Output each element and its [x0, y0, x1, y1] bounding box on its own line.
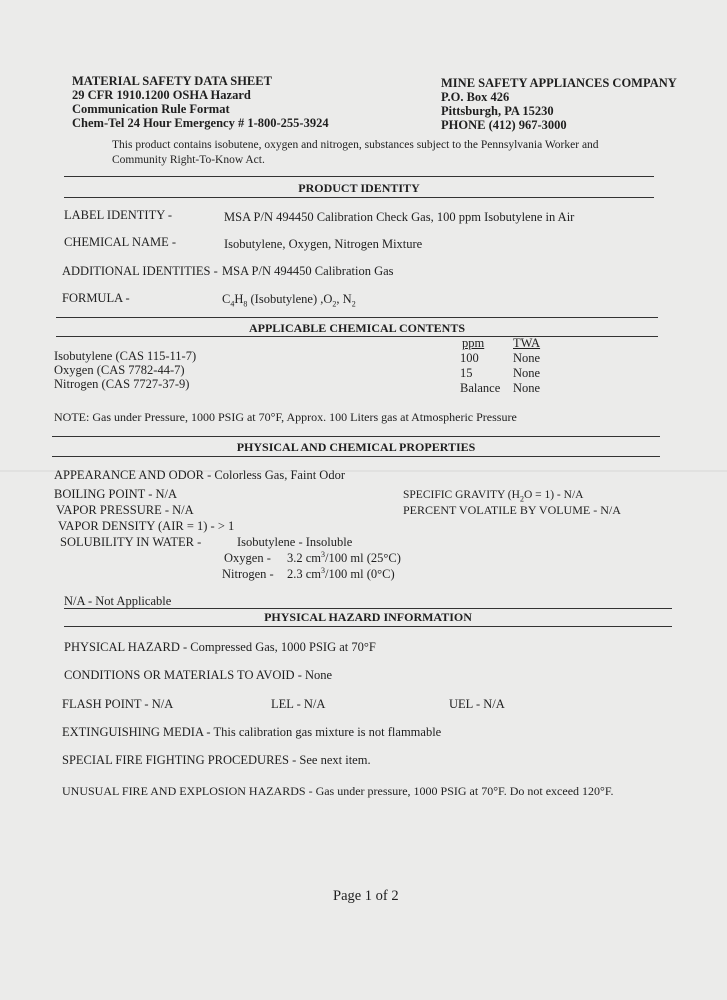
- intro-line: This product contains isobutene, oxygen and nitrogen, substances subject to the Pennsylvania Worker and: [112, 139, 599, 151]
- na-note: N/A - Not Applicable: [64, 594, 172, 608]
- specific-gravity: SPECIFIC GRAVITY $(H_2O = 1) - N/A$: [403, 489, 584, 504]
- rule: [64, 176, 654, 177]
- company-city: Pittsburgh, PA 15230: [441, 104, 554, 118]
- oxygen-solubility: 3.2 $cm^3/100$ ml (25°C): [287, 549, 401, 565]
- header-left-line: MATERIAL SAFETY DATA SHEET: [72, 74, 272, 88]
- header-left-line: 29 CFR 1910.1200 OSHA Hazard: [72, 88, 251, 102]
- chem-row-name: Isobutylene (CAS 115-11-7): [54, 349, 197, 363]
- header-right: [441, 76, 677, 132]
- chem-row-twa: None: [513, 366, 541, 380]
- uel: UEL - N/A: [449, 697, 505, 711]
- pressure-note: NOTE: Gas under Pressure, 1000 PSIG at 70°F, Approx. 100 Liters gas at Atmospheric Pressure: [54, 410, 517, 424]
- header-left-line: Chem-Tel 24 Hour Emergency # 1-800-255-3924: [72, 116, 329, 130]
- label-identity-value: MSA P/N 494450 Calibration Check Gas, 100 ppm Isobutylene in Air: [224, 210, 575, 224]
- chemical-name-label: CHEMICAL NAME -: [64, 235, 177, 249]
- rule: [64, 626, 672, 627]
- company-phone: PHONE (412) 967-3000: [441, 118, 567, 132]
- formula-label: FORMULA -: [62, 291, 130, 305]
- extinguishing-media: EXTINGUISHING MEDIA - This calibration gas mixture is not flammable: [62, 725, 442, 739]
- intro-text: [112, 138, 599, 168]
- header-left: [72, 74, 329, 130]
- rule: [64, 608, 672, 609]
- vapor-density: VAPOR DENSITY (AIR = 1) - > 1: [58, 519, 235, 533]
- rule: [52, 436, 660, 437]
- column-ppm: ppm: [462, 336, 485, 350]
- boiling-point: BOILING POINT - N/A: [54, 487, 178, 501]
- header-left-line: Communication Rule Format: [72, 102, 230, 116]
- physical-hazard: PHYSICAL HAZARD - Compressed Gas, 1000 PSIG at 70°F: [64, 640, 376, 654]
- additional-identities-label: ADDITIONAL IDENTITIES -: [62, 264, 218, 278]
- rule: [52, 456, 660, 457]
- chem-row-name: Oxygen (CAS 7782-44-7): [54, 363, 185, 377]
- section-title-product-identity: PRODUCT IDENTITY: [298, 181, 420, 195]
- chem-row-ppm: Balance: [460, 381, 501, 395]
- intro-line: Community Right-To-Know Act.: [112, 154, 265, 166]
- page-number: Page 1 of 2: [333, 888, 399, 904]
- rule: [56, 317, 658, 318]
- chem-row-twa: None: [513, 351, 541, 365]
- rule: [64, 197, 654, 198]
- oxygen-label: Oxygen -: [224, 551, 271, 565]
- lel: LEL - N/A: [271, 697, 326, 711]
- column-twa: TWA: [513, 336, 541, 350]
- conditions-to-avoid: CONDITIONS OR MATERIALS TO AVOID - None: [64, 668, 333, 682]
- rule: [56, 336, 658, 337]
- special-fire-fighting: SPECIAL FIRE FIGHTING PROCEDURES - See next item.: [62, 753, 371, 767]
- label-identity-label: LABEL IDENTITY -: [64, 208, 173, 222]
- nitrogen-solubility: 2.3 $cm^3/100$ ml (0°C): [287, 565, 395, 581]
- solubility-isobutylene: Isobutylene - Insoluble: [237, 535, 353, 549]
- chem-row-name: Nitrogen (CAS 7727-37-9): [54, 377, 190, 391]
- section-title-physical-hazard: PHYSICAL HAZARD INFORMATION: [264, 610, 472, 624]
- chem-row-ppm: 100: [460, 351, 479, 365]
- flash-point: FLASH POINT - N/A: [62, 697, 174, 711]
- percent-volatile: PERCENT VOLATILE BY VOLUME - N/A: [403, 503, 621, 517]
- vapor-pressure: VAPOR PRESSURE - N/A: [56, 503, 194, 517]
- solubility-label: SOLUBILITY IN WATER -: [60, 535, 202, 549]
- section-title-physical-chemical: PHYSICAL AND CHEMICAL PROPERTIES: [236, 440, 476, 454]
- chemical-name-value: Isobutylene, Oxygen, Nitrogen Mixture: [224, 237, 423, 251]
- chem-row-twa: None: [513, 381, 541, 395]
- additional-identities-value: MSA P/N 494450 Calibration Gas: [222, 264, 394, 278]
- formula-value: $C_4H_8$ (Isobutylene) $,O_2$, $N_2$: [222, 292, 356, 309]
- unusual-hazards: UNUSUAL FIRE AND EXPLOSION HAZARDS - Gas under pressure, 1000 PSIG at 70°F. Do not exceed 120°F.: [62, 784, 614, 798]
- company-po-box: P.O. Box 426: [441, 90, 510, 104]
- chem-row-ppm: 15: [460, 366, 473, 380]
- section-title-chemical-contents: APPLICABLE CHEMICAL CONTENTS: [248, 321, 466, 335]
- nitrogen-label: Nitrogen -: [222, 567, 274, 581]
- company-name: MINE SAFETY APPLIANCES COMPANY: [441, 76, 677, 90]
- appearance-odor: APPEARANCE AND ODOR - Colorless Gas, Faint Odor: [54, 468, 345, 482]
